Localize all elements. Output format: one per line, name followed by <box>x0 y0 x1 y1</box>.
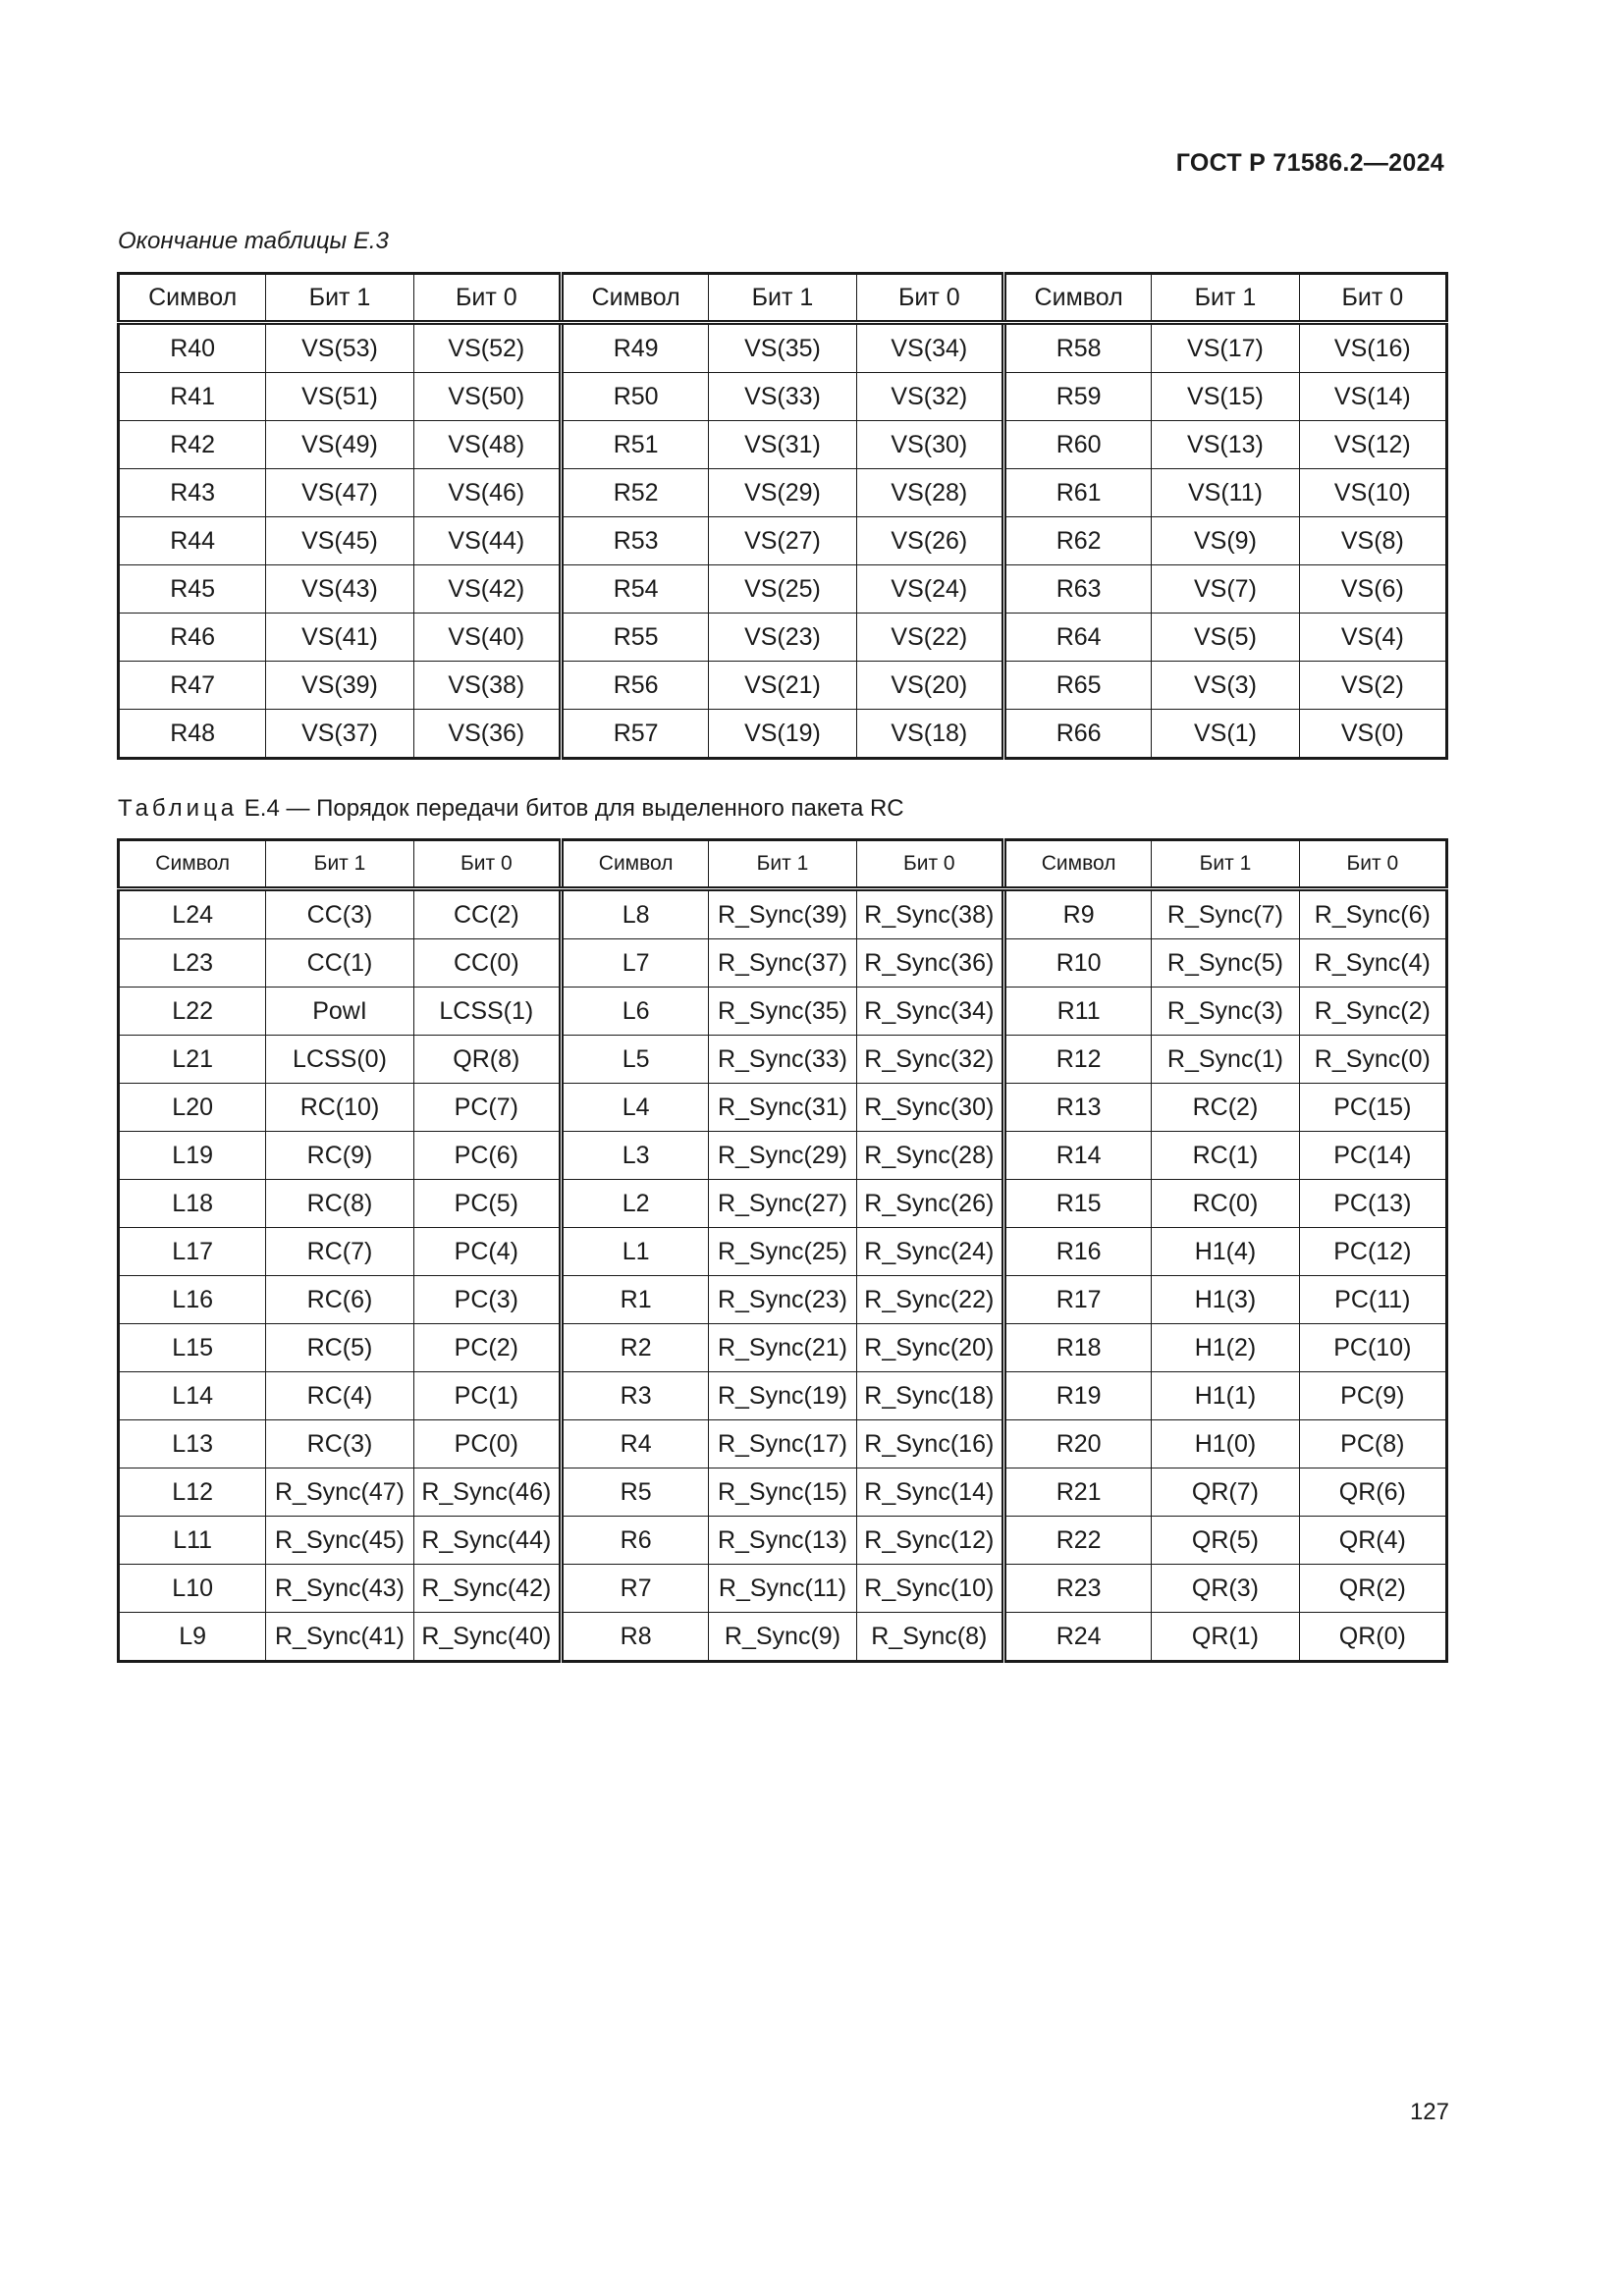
table-cell: R53 <box>561 517 708 565</box>
table-cell: R10 <box>1003 939 1151 988</box>
table-cell: VS(11) <box>1152 469 1299 517</box>
table-cell: L18 <box>119 1180 266 1228</box>
table-cell: VS(44) <box>413 517 561 565</box>
document-code: ГОСТ Р 71586.2—2024 <box>1175 149 1444 177</box>
table-cell: PC(4) <box>413 1228 561 1276</box>
table-cell: R22 <box>1003 1517 1151 1565</box>
table-row <box>119 1420 1447 1468</box>
table-row <box>119 1036 1447 1084</box>
table-cell: R16 <box>1003 1228 1151 1276</box>
table-cell: R_Sync(3) <box>1152 988 1299 1036</box>
table-cell: VS(53) <box>266 323 413 373</box>
table-cell: R_Sync(44) <box>413 1517 561 1565</box>
table-cell: PC(0) <box>413 1420 561 1468</box>
column-header: Символ <box>1003 840 1151 889</box>
table-row <box>119 710 1447 759</box>
table-cell: R_Sync(32) <box>856 1036 1003 1084</box>
table-cell: R_Sync(20) <box>856 1324 1003 1372</box>
table-e4-caption-label: Таблица <box>118 795 239 822</box>
table-row <box>119 614 1447 662</box>
table-row <box>119 1276 1447 1324</box>
table-cell: L13 <box>119 1420 266 1468</box>
table-cell: CC(1) <box>266 939 413 988</box>
header-row <box>119 840 1447 889</box>
column-header: Символ <box>119 840 266 889</box>
table-cell: L19 <box>119 1132 266 1180</box>
table-cell: QR(1) <box>1152 1613 1299 1662</box>
table-cell: L24 <box>119 889 266 939</box>
table-cell: PC(1) <box>413 1372 561 1420</box>
table-cell: VS(26) <box>856 517 1003 565</box>
table-cell: VS(47) <box>266 469 413 517</box>
table-row <box>119 1468 1447 1517</box>
table-cell: R9 <box>1003 889 1151 939</box>
table-cell: VS(1) <box>1152 710 1299 759</box>
table-cell: L22 <box>119 988 266 1036</box>
table-cell: R_Sync(1) <box>1152 1036 1299 1084</box>
table-cell: R64 <box>1003 614 1151 662</box>
table-cell: VS(10) <box>1299 469 1446 517</box>
table-cell: VS(40) <box>413 614 561 662</box>
table-cell: R_Sync(26) <box>856 1180 1003 1228</box>
table-cell: R62 <box>1003 517 1151 565</box>
table-cell: R51 <box>561 421 708 469</box>
table-cell: RC(6) <box>266 1276 413 1324</box>
table-e3 <box>117 272 1448 760</box>
table-cell: R_Sync(34) <box>856 988 1003 1036</box>
table-cell: VS(0) <box>1299 710 1446 759</box>
table-cell: R_Sync(9) <box>709 1613 856 1662</box>
table-cell: R40 <box>119 323 266 373</box>
table-cell: R_Sync(21) <box>709 1324 856 1372</box>
table-cell: H1(0) <box>1152 1420 1299 1468</box>
table-cell: R7 <box>561 1565 708 1613</box>
table-cell: R4 <box>561 1420 708 1468</box>
table-cell: PC(5) <box>413 1180 561 1228</box>
table-cell: R18 <box>1003 1324 1151 1372</box>
table-cell: R21 <box>1003 1468 1151 1517</box>
table-cell: R44 <box>119 517 266 565</box>
table-row <box>119 1517 1447 1565</box>
table-cell: VS(28) <box>856 469 1003 517</box>
table-cell: VS(6) <box>1299 565 1446 614</box>
table-cell: R11 <box>1003 988 1151 1036</box>
table-cell: R1 <box>561 1276 708 1324</box>
table-cell: VS(5) <box>1152 614 1299 662</box>
table-cell: VS(48) <box>413 421 561 469</box>
table-cell: R_Sync(12) <box>856 1517 1003 1565</box>
table-row <box>119 1565 1447 1613</box>
table-cell: PC(10) <box>1299 1324 1446 1372</box>
table-cell: L16 <box>119 1276 266 1324</box>
table-cell: R_Sync(16) <box>856 1420 1003 1468</box>
table-cell: QR(6) <box>1299 1468 1446 1517</box>
table-cell: R47 <box>119 662 266 710</box>
table-cell: R_Sync(39) <box>709 889 856 939</box>
column-header: Символ <box>119 274 266 323</box>
table-cell: L14 <box>119 1372 266 1420</box>
table-cell: R24 <box>1003 1613 1151 1662</box>
table-cell: L8 <box>561 889 708 939</box>
table-cell: R63 <box>1003 565 1151 614</box>
table-cell: QR(4) <box>1299 1517 1446 1565</box>
table-cell: R17 <box>1003 1276 1151 1324</box>
table-cell: L10 <box>119 1565 266 1613</box>
table-cell: QR(2) <box>1299 1565 1446 1613</box>
table-cell: R_Sync(30) <box>856 1084 1003 1132</box>
table-cell: LCSS(0) <box>266 1036 413 1084</box>
table-cell: R_Sync(7) <box>1152 889 1299 939</box>
table-cell: R_Sync(24) <box>856 1228 1003 1276</box>
table-e4-caption <box>118 795 904 823</box>
table-cell: L23 <box>119 939 266 988</box>
table-row <box>119 1372 1447 1420</box>
table-cell: R_Sync(22) <box>856 1276 1003 1324</box>
table-cell: R_Sync(27) <box>709 1180 856 1228</box>
table-cell: PC(2) <box>413 1324 561 1372</box>
table-cell: VS(38) <box>413 662 561 710</box>
table-cell: PC(15) <box>1299 1084 1446 1132</box>
table-row <box>119 988 1447 1036</box>
table-cell: VS(45) <box>266 517 413 565</box>
table-cell: R_Sync(43) <box>266 1565 413 1613</box>
table-cell: R_Sync(6) <box>1299 889 1446 939</box>
table-row <box>119 1180 1447 1228</box>
table-row <box>119 939 1447 988</box>
table-cell: R46 <box>119 614 266 662</box>
table-cell: RC(5) <box>266 1324 413 1372</box>
table-cell: RC(3) <box>266 1420 413 1468</box>
table-e3-caption: Окончание таблицы Е.3 <box>118 228 389 254</box>
table-row <box>119 517 1447 565</box>
table-cell: VS(25) <box>709 565 856 614</box>
column-header: Бит 1 <box>266 840 413 889</box>
table-cell: R3 <box>561 1372 708 1420</box>
table-cell: PowI <box>266 988 413 1036</box>
table-row <box>119 373 1447 421</box>
table-cell: R19 <box>1003 1372 1151 1420</box>
table-cell: R_Sync(2) <box>1299 988 1446 1036</box>
table-cell: RC(0) <box>1152 1180 1299 1228</box>
table-cell: VS(4) <box>1299 614 1446 662</box>
header-row <box>119 274 1447 323</box>
column-header: Бит 0 <box>413 840 561 889</box>
column-header: Бит 1 <box>266 274 413 323</box>
table-cell: R_Sync(13) <box>709 1517 856 1565</box>
table-cell: L12 <box>119 1468 266 1517</box>
table-cell: R56 <box>561 662 708 710</box>
table-cell: R57 <box>561 710 708 759</box>
table-cell: RC(10) <box>266 1084 413 1132</box>
column-header: Символ <box>561 840 708 889</box>
table-row <box>119 662 1447 710</box>
table-cell: R_Sync(17) <box>709 1420 856 1468</box>
table-cell: R58 <box>1003 323 1151 373</box>
table-cell: VS(23) <box>709 614 856 662</box>
table-cell: VS(43) <box>266 565 413 614</box>
table-cell: L11 <box>119 1517 266 1565</box>
table-cell: L6 <box>561 988 708 1036</box>
table-cell: PC(9) <box>1299 1372 1446 1420</box>
table-cell: H1(2) <box>1152 1324 1299 1372</box>
table-cell: PC(8) <box>1299 1420 1446 1468</box>
table-row <box>119 889 1447 939</box>
table-cell: VS(42) <box>413 565 561 614</box>
table-cell: VS(49) <box>266 421 413 469</box>
column-header: Бит 0 <box>1299 274 1446 323</box>
column-header: Бит 0 <box>856 274 1003 323</box>
table-cell: R_Sync(45) <box>266 1517 413 1565</box>
table-cell: R13 <box>1003 1084 1151 1132</box>
table-cell: VS(24) <box>856 565 1003 614</box>
table-cell: PC(3) <box>413 1276 561 1324</box>
table-cell: PC(7) <box>413 1084 561 1132</box>
table-cell: R48 <box>119 710 266 759</box>
table-cell: R_Sync(15) <box>709 1468 856 1517</box>
table-cell: R23 <box>1003 1565 1151 1613</box>
table-cell: L7 <box>561 939 708 988</box>
table-cell: L5 <box>561 1036 708 1084</box>
table-cell: R_Sync(11) <box>709 1565 856 1613</box>
table-cell: VS(14) <box>1299 373 1446 421</box>
table-cell: PC(12) <box>1299 1228 1446 1276</box>
table-cell: R61 <box>1003 469 1151 517</box>
table-row <box>119 1084 1447 1132</box>
table-cell: R_Sync(42) <box>413 1565 561 1613</box>
table-cell: RC(1) <box>1152 1132 1299 1180</box>
table-cell: R60 <box>1003 421 1151 469</box>
table-cell: R59 <box>1003 373 1151 421</box>
table-cell: VS(50) <box>413 373 561 421</box>
table-cell: LCSS(1) <box>413 988 561 1036</box>
table-cell: VS(2) <box>1299 662 1446 710</box>
table-cell: R_Sync(37) <box>709 939 856 988</box>
table-cell: RC(8) <box>266 1180 413 1228</box>
table-cell: RC(7) <box>266 1228 413 1276</box>
table-cell: R6 <box>561 1517 708 1565</box>
table-cell: VS(41) <box>266 614 413 662</box>
table-cell: R52 <box>561 469 708 517</box>
table-cell: L3 <box>561 1132 708 1180</box>
table-cell: R_Sync(23) <box>709 1276 856 1324</box>
table-cell: VS(19) <box>709 710 856 759</box>
column-header: Бит 0 <box>856 840 1003 889</box>
table-cell: VS(8) <box>1299 517 1446 565</box>
table-row <box>119 1228 1447 1276</box>
table-row <box>119 565 1447 614</box>
table-cell: L1 <box>561 1228 708 1276</box>
column-header: Бит 1 <box>1152 274 1299 323</box>
table-cell: R66 <box>1003 710 1151 759</box>
table-cell: VS(33) <box>709 373 856 421</box>
column-header: Символ <box>561 274 708 323</box>
table-cell: VS(29) <box>709 469 856 517</box>
table-cell: R55 <box>561 614 708 662</box>
table-cell: VS(18) <box>856 710 1003 759</box>
column-header: Бит 1 <box>1152 840 1299 889</box>
table-cell: PC(14) <box>1299 1132 1446 1180</box>
table-cell: VS(22) <box>856 614 1003 662</box>
table-cell: CC(2) <box>413 889 561 939</box>
table-cell: H1(4) <box>1152 1228 1299 1276</box>
table-cell: R_Sync(40) <box>413 1613 561 1662</box>
table-cell: VS(13) <box>1152 421 1299 469</box>
table-cell: R54 <box>561 565 708 614</box>
column-header: Бит 1 <box>709 274 856 323</box>
table-cell: R50 <box>561 373 708 421</box>
table-cell: VS(35) <box>709 323 856 373</box>
table-cell: QR(3) <box>1152 1565 1299 1613</box>
table-cell: R_Sync(4) <box>1299 939 1446 988</box>
table-cell: R_Sync(47) <box>266 1468 413 1517</box>
table-cell: CC(0) <box>413 939 561 988</box>
column-header: Бит 1 <box>709 840 856 889</box>
table-cell: PC(6) <box>413 1132 561 1180</box>
table-row <box>119 469 1447 517</box>
page-number: 127 <box>1409 2099 1449 2125</box>
table-cell: R_Sync(29) <box>709 1132 856 1180</box>
table-cell: VS(51) <box>266 373 413 421</box>
column-header: Бит 0 <box>1299 840 1446 889</box>
table-cell: VS(52) <box>413 323 561 373</box>
table-cell: RC(9) <box>266 1132 413 1180</box>
table-cell: PC(13) <box>1299 1180 1446 1228</box>
table-cell: H1(1) <box>1152 1372 1299 1420</box>
table-cell: VS(37) <box>266 710 413 759</box>
table-cell: R_Sync(10) <box>856 1565 1003 1613</box>
column-header: Символ <box>1003 274 1151 323</box>
table-cell: L20 <box>119 1084 266 1132</box>
table-cell: VS(20) <box>856 662 1003 710</box>
table-cell: R_Sync(8) <box>856 1613 1003 1662</box>
table-cell: R49 <box>561 323 708 373</box>
table-cell: L4 <box>561 1084 708 1132</box>
table-cell: VS(31) <box>709 421 856 469</box>
table-row <box>119 323 1447 373</box>
table-cell: VS(15) <box>1152 373 1299 421</box>
table-cell: VS(36) <box>413 710 561 759</box>
table-cell: VS(12) <box>1299 421 1446 469</box>
table-cell: PC(11) <box>1299 1276 1446 1324</box>
table-row <box>119 421 1447 469</box>
table-cell: R_Sync(25) <box>709 1228 856 1276</box>
table-cell: VS(3) <box>1152 662 1299 710</box>
table-cell: R_Sync(41) <box>266 1613 413 1662</box>
table-cell: QR(0) <box>1299 1613 1446 1662</box>
table-cell: R_Sync(18) <box>856 1372 1003 1420</box>
table-cell: L9 <box>119 1613 266 1662</box>
table-cell: RC(4) <box>266 1372 413 1420</box>
table-cell: R_Sync(36) <box>856 939 1003 988</box>
table-cell: CC(3) <box>266 889 413 939</box>
table-cell: R_Sync(5) <box>1152 939 1299 988</box>
table-cell: H1(3) <box>1152 1276 1299 1324</box>
column-header: Бит 0 <box>413 274 561 323</box>
table-e4-caption-title: Е.4 — Порядок передачи битов для выделенного пакета RC <box>238 795 904 822</box>
table-cell: VS(9) <box>1152 517 1299 565</box>
table-cell: R_Sync(46) <box>413 1468 561 1517</box>
table-cell: VS(17) <box>1152 323 1299 373</box>
table-cell: L2 <box>561 1180 708 1228</box>
table-cell: R5 <box>561 1468 708 1517</box>
table-cell: R42 <box>119 421 266 469</box>
table-cell: R_Sync(31) <box>709 1084 856 1132</box>
table-cell: QR(7) <box>1152 1468 1299 1517</box>
table-row <box>119 1324 1447 1372</box>
table-cell: R_Sync(38) <box>856 889 1003 939</box>
table-cell: VS(46) <box>413 469 561 517</box>
table-cell: L15 <box>119 1324 266 1372</box>
table-cell: R20 <box>1003 1420 1151 1468</box>
table-cell: R2 <box>561 1324 708 1372</box>
table-cell: R65 <box>1003 662 1151 710</box>
table-cell: VS(32) <box>856 373 1003 421</box>
table-cell: QR(5) <box>1152 1517 1299 1565</box>
table-cell: R14 <box>1003 1132 1151 1180</box>
table-cell: QR(8) <box>413 1036 561 1084</box>
table-cell: R_Sync(0) <box>1299 1036 1446 1084</box>
table-cell: R43 <box>119 469 266 517</box>
table-cell: R_Sync(19) <box>709 1372 856 1420</box>
table-cell: R_Sync(33) <box>709 1036 856 1084</box>
table-cell: R45 <box>119 565 266 614</box>
table-cell: R41 <box>119 373 266 421</box>
table-cell: R12 <box>1003 1036 1151 1084</box>
table-cell: VS(27) <box>709 517 856 565</box>
table-cell: VS(39) <box>266 662 413 710</box>
table-cell: R_Sync(14) <box>856 1468 1003 1517</box>
table-e4 <box>117 838 1448 1663</box>
table-cell: RC(2) <box>1152 1084 1299 1132</box>
table-cell: L17 <box>119 1228 266 1276</box>
table-row <box>119 1132 1447 1180</box>
table-cell: VS(30) <box>856 421 1003 469</box>
table-cell: R15 <box>1003 1180 1151 1228</box>
table-cell: VS(21) <box>709 662 856 710</box>
table-cell: R8 <box>561 1613 708 1662</box>
table-row <box>119 1613 1447 1662</box>
table-cell: VS(34) <box>856 323 1003 373</box>
table-cell: R_Sync(28) <box>856 1132 1003 1180</box>
table-cell: R_Sync(35) <box>709 988 856 1036</box>
table-cell: VS(16) <box>1299 323 1446 373</box>
table-cell: L21 <box>119 1036 266 1084</box>
table-cell: VS(7) <box>1152 565 1299 614</box>
